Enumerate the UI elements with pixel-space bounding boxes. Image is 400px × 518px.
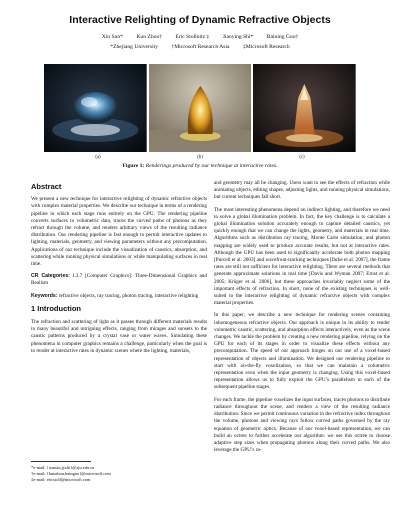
author: Kun Zhou†	[136, 34, 163, 40]
subfigure-label-c: (c)	[299, 155, 305, 160]
body-paragraph: The most interesting phenomena depend on indirect lighting, and therefore we need to solve a global illumination problem. In fact, the key challenge is to calculate a global illumination solution accurately enough to capture detailed caustics, yet quickly enough that we can change the lights, geometry, and materials in real time. Algorithms such as distribution ray tracing, Monte Carlo simulation, and photon mapping are widely used to produce accurate results, but not at interactive rates. Although the GPU has been used to significantly accelerate both photon mapping [Purcell et al. 2003] and wavefront-tracking techniques [Ihrke et al. 2007], the frame rates are still not sufficient for interactive relighting. There are several methods that generate approximate solutions in real time [Davis and Wyman 2007; Ernst et al. 2005; Krüger et al. 2006], but these approaches invariably neglect some of the important effects of refraction. In short, none of the existing techniques is well-suited to the interactive relighting of dynamic refractive objects with complex material properties.	[214, 206, 390, 307]
author-list	[0, 34, 400, 40]
cr-label: CR Categories:	[31, 273, 70, 280]
caption-text: Renderings produced by our technique at interactive rates.	[145, 163, 278, 169]
right-column	[214, 180, 390, 459]
teaser-figure	[44, 64, 356, 152]
author: Eric Stollnitz ‡	[175, 34, 210, 40]
affiliation: †Microsoft Research Asia	[171, 44, 230, 50]
intro-text: The refraction and scattering of light as it passes through different materials results in many beautiful and intriguing effects, ranging from mirages and sunsets to the caustic patterns produced by a crystal vase or water waves. Simulating these phenomena in computer graphics remains a challenge, particularly when the goal is to render at interactive rates in dynamic scenes where the lighting, materials,	[31, 319, 207, 354]
cr-categories	[31, 273, 207, 287]
figure-panel-b	[149, 64, 252, 152]
intro-heading: 1 Introduction	[31, 303, 81, 313]
author: Baining Guo†	[266, 34, 299, 40]
body-paragraph: In this paper, we describe a new technique for rendering scenes containing inhomogeneous refractive objects. Our approach is unique in its ability to render volumetric caustic, scattering, and absorption effects interactively, even as the scene changes. We tackle the problem by creating a new rendering pipeline, relying on the GPU for each of its stages in order to visualize these effects without any precomputation. The speed of our approach hinges on our use of a voxel-based representation of objects and illumination. We designed our rendering pipeline to start with on-the-fly voxelization, so that we can maintain a volumetric representation even when the input geometry is changing. Using this voxel-based representation allows us to fully exploit the GPU’s parallelism in each of the subsequent pipeline stages.	[214, 312, 390, 391]
caption-label: Figure 1:	[122, 163, 145, 169]
left-column	[31, 180, 207, 360]
subfigure-label-b: (b)	[197, 155, 203, 160]
render-amber-object-image	[149, 64, 252, 152]
affiliation-list	[0, 44, 400, 50]
footnote: †e-mail: {kunzhou,bainguo}@microsoft.com	[31, 471, 111, 476]
footnote: *e-mail: {sunxin,jyshi}@zju.edu.cn	[31, 465, 95, 470]
author: Jiaoying Shi*	[222, 34, 254, 40]
abstract-heading: Abstract	[31, 182, 62, 191]
body-paragraph: and geometry may all be changing. Users want to see the effects of refraction while animating objects, editing shapes, adjusting lights, and running physical simulations, but current techniques fall short.	[214, 180, 390, 201]
render-glass-caustics-image	[44, 64, 147, 152]
figure-panel-a	[44, 64, 147, 152]
author: Xin Sun*	[101, 34, 123, 40]
paper-title: Interactive Relighting of Dynamic Refractive Objects	[69, 14, 331, 26]
render-crystal-image	[253, 64, 356, 152]
affiliation: *Zhejiang University	[110, 44, 158, 50]
cr-text: I.3.7 [Computer Graphics]: Three-Dimensional Graphics and Realism	[31, 273, 207, 287]
affiliation: ‡Microsoft Research	[242, 44, 290, 50]
keywords-text: refractive objects, ray tracing, photon tracing, interactive relighting	[58, 292, 199, 299]
body-paragraph: For each frame, the pipeline voxelizes the input surfaces, traces photons to distribute radiance throughout the scene, and renders a view of the resulting radiance distribution. Since we permit continuous variation in the refractive index throughout the volume, photons and viewing rays follow curved paths governed by the ray equation of geometric optics. Because of our voxel-based representation, we can build an octree to further accelerate our algorithm: we use this octree to choose adaptive step sizes when propagating photons along their curved paths. We also leverage the GPU’s ra-	[214, 396, 390, 454]
footnote: ‡e-mail: ericstoll@microsoft.com	[31, 477, 91, 482]
footnotes	[31, 461, 207, 483]
figure-caption	[0, 163, 400, 169]
figure-panel-c	[253, 64, 356, 152]
abstract-text: We present a new technique for interactive relighting of dynamic refractive objects with complex material properties. We describe our technique in terms of a rendering pipeline in which each stage runs entirely on the GPU. The rendering pipeline converts surfaces to volumetric data, traces the curved paths of photons as they refract through the volume, and renders arbitrary views of the resulting radiance distribution. Our rendering pipeline is fast enough to permit interactive updates to lighting, materials, geometry, and viewing parameters without any precomputation. Applications of our technique include the visualization of caustics, absorption, and scattering while running physical simulations or while manipulating surfaces in real time.	[31, 196, 207, 268]
keywords-label: Keywords:	[31, 292, 58, 299]
keywords	[31, 293, 207, 300]
footnote-rule	[31, 461, 91, 462]
subfigure-label-a: (a)	[95, 155, 101, 160]
